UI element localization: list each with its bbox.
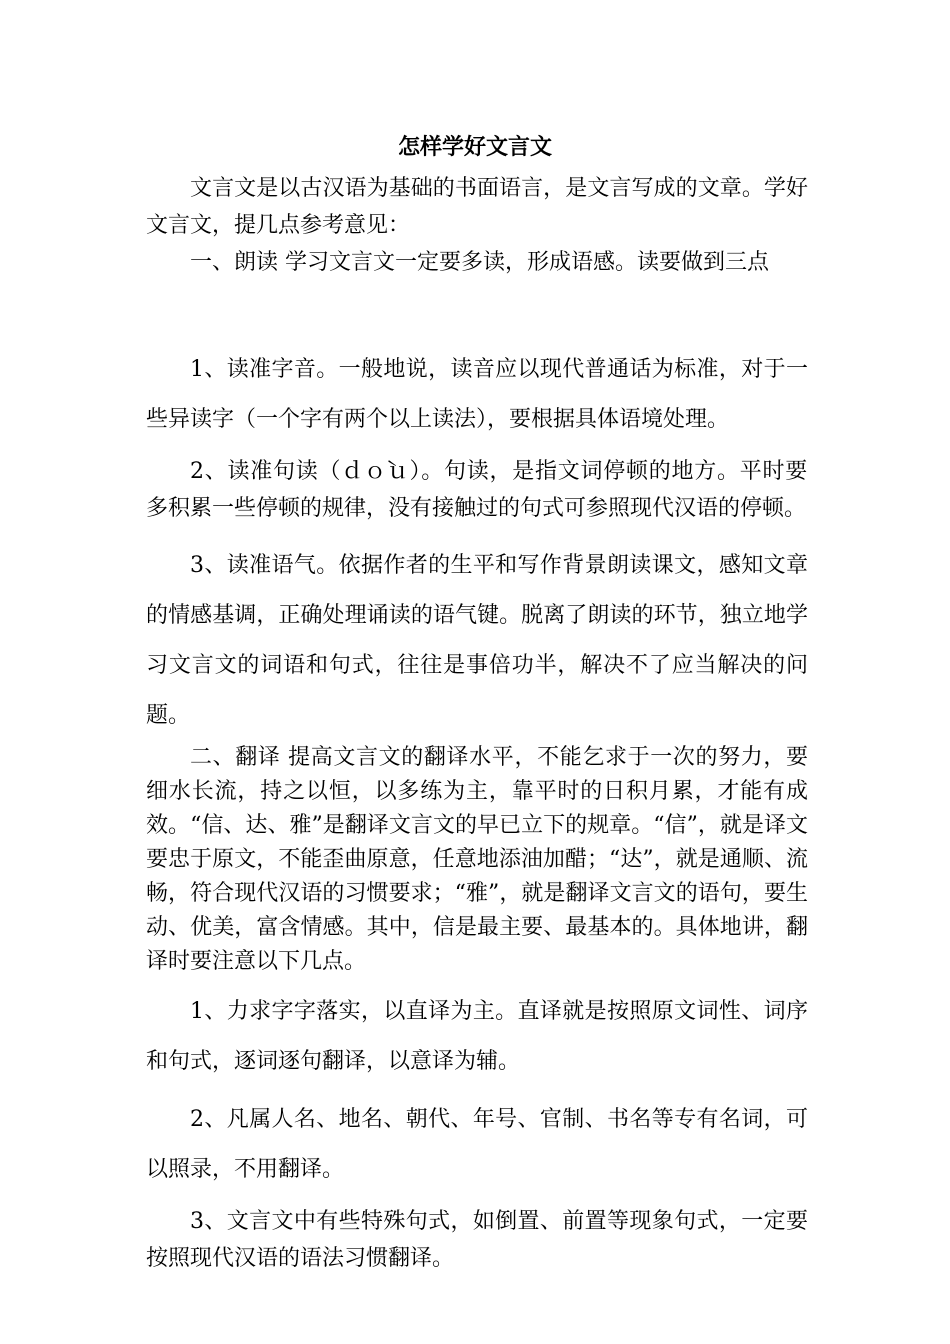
paragraph-spacer [146, 281, 808, 345]
paragraph-reading-point-2: 2、读准句读（ｄｏ̀ｕ）。句读，是指文词停顿的地方。平时要多积累一些停顿的规律，没有接触过的句式可参照现代汉语的停顿。 [146, 459, 808, 521]
paragraph-translation-point-2: 2、凡属人名、地名、朝代、年号、官制、书名等专有名词，可以照录，不用翻译。 [146, 1107, 808, 1182]
paragraph-translation-heading: 二、翻译 提高文言文的翻译水平，不能乞求于一次的努力，要细水长流，持之以恒，以多练为主，靠平时的日积月累，才能有成效。“信、达、雅”是翻译文言文的早已立下的规章。“信”，就是译文要忠于原文，不能歪曲原意，任意地添油加醋；“达”，就是通顺、流畅，符合现代汉语的习惯要求；“雅”，就是翻译文言文的语句，要生动、优美，富含情感。其中，信是最主要、最基本的。具体地讲，翻译时要注意以下几点。 [146, 745, 808, 974]
paragraph-spacer [146, 1087, 808, 1095]
paragraph-reading-heading: 一、朗读 学习文言文一定要多读，形成语感。读要做到三点 [190, 250, 769, 275]
document-body [146, 170, 808, 1277]
document-title: 怎样学好文言文 [397, 134, 552, 160]
paragraph-spacer [146, 445, 808, 453]
paragraph-translation-point-1: 1、力求字字落实，以直译为主。直译就是按照原文词性、词序和句式，逐词逐句翻译，以意译为辅。 [146, 999, 808, 1074]
paragraph-spacer [146, 527, 808, 541]
paragraph-intro: 文言文是以古汉语为基础的书面语言，是文言写成的文章。学好文言文，提几点参考意见： [146, 176, 808, 238]
paragraph-spacer [146, 979, 808, 987]
paragraph-reading-point-3: 3、读准语气。依据作者的生平和写作背景朗读课文，感知文章的情感基调，正确处理诵读的语气键。脱离了朗读的环节，独立地学习文言文的词语和句式，往往是事倍功半，解决不了应当解决的问题。 [146, 553, 808, 728]
paragraph-translation-point-3: 3、文言文中有些特殊句式，如倒置、前置等现象句式，一定要按照现代汉语的语法习惯翻译。 [146, 1209, 808, 1271]
paragraph-reading-point-1: 1、读准字音。一般地说，读音应以现代普通话为标准，对于一些异读字（一个字有两个以上读法），要根据具体语境处理。 [146, 357, 808, 432]
paragraph-spacer [146, 1195, 808, 1203]
